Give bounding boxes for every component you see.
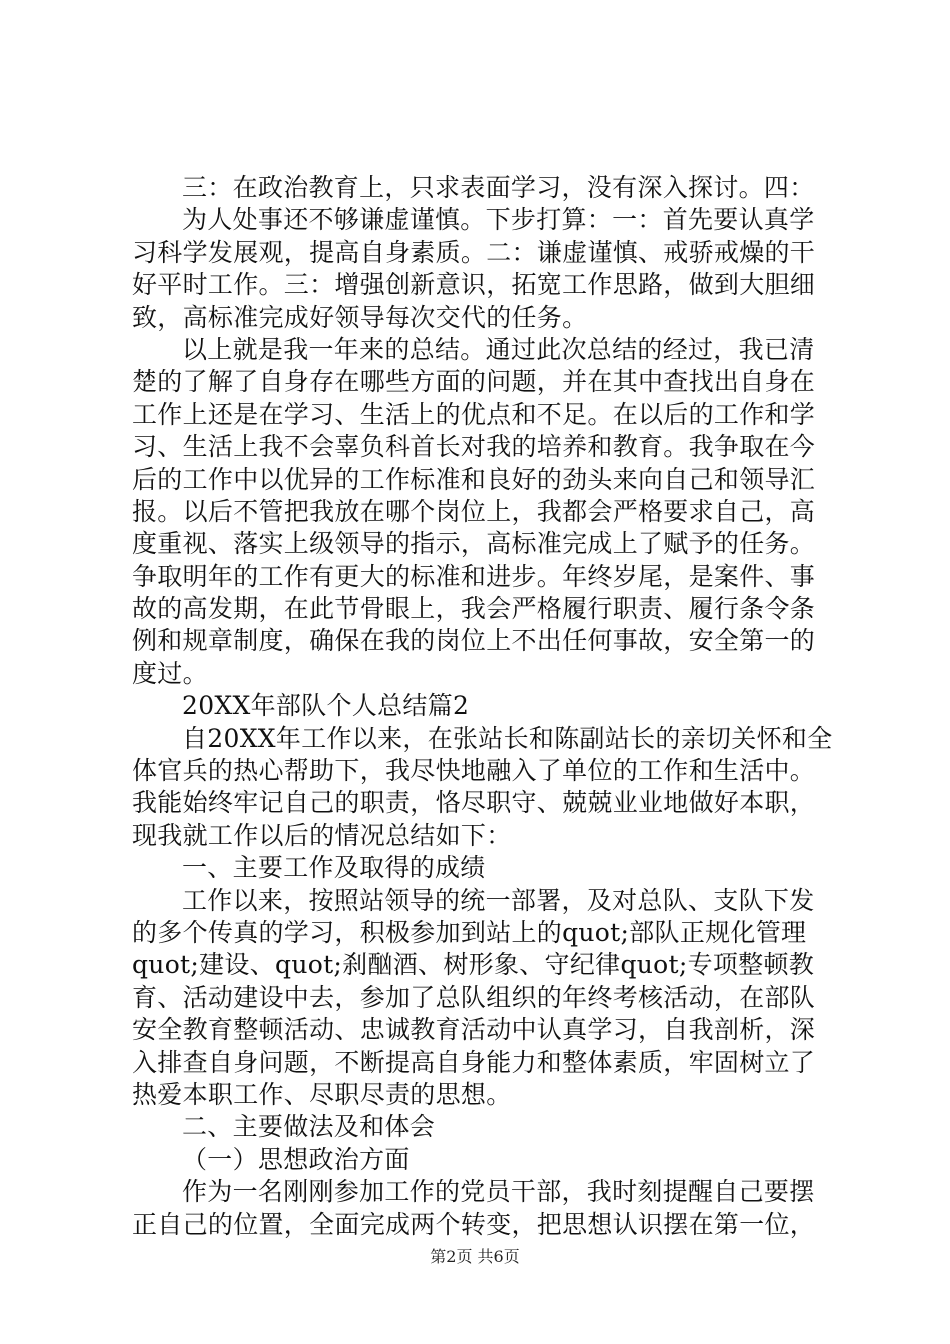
text-line: 好平时工作。三：增强创新意识，拓宽工作思路，做到大胆细 xyxy=(132,270,816,300)
text-line: quot;建设、quot;刹酗酒、树形象、守纪律quot;专项整顿教 xyxy=(132,950,815,980)
text-line: 楚的了解了自身存在哪些方面的问题，并在其中查找出自身在 xyxy=(132,367,816,397)
text-line: 工作上还是在学习、生活上的优点和不足。在以后的工作和学 xyxy=(132,399,816,429)
text-line: 的多个传真的学习，积极参加到站上的quot;部队正规化管理 xyxy=(132,917,807,947)
text-line: （一）思想政治方面 xyxy=(182,1144,410,1174)
text-line: 度重视、落实上级领导的指示，高标准完成上了赋予的任务。 xyxy=(132,529,816,559)
document-body xyxy=(132,172,832,1241)
text-line: 入排查自身问题，不断提高自身能力和整体素质，牢固树立了 xyxy=(132,1047,816,1077)
text-line: 习科学发展观，提高自身素质。二：谦虚谨慎、戒骄戒燥的干 xyxy=(132,237,816,267)
text-line: 我能始终牢记自己的职责，恪尽职守、兢兢业业地做好本职， xyxy=(132,788,816,818)
text-line: 作为一名刚刚参加工作的党员干部，我时刻提醒自己要摆 xyxy=(182,1177,815,1207)
page-footer: 第2页 共6页 xyxy=(430,1247,520,1266)
text-line: 度过。 xyxy=(132,658,208,688)
text-line: 以上就是我一年来的总结。通过此次总结的经过，我已清 xyxy=(182,334,815,364)
text-line: 体官兵的热心帮助下，我尽快地融入了单位的工作和生活中。 xyxy=(132,756,816,786)
text-line: 现我就工作以后的情况总结如下： xyxy=(132,820,512,850)
text-line: 正自己的位置，全面完成两个转变，把思想认识摆在第一位， xyxy=(132,1209,816,1239)
text-line: 后的工作中以优异的工作标准和良好的劲头来向自己和领导汇 xyxy=(132,464,816,494)
text-line: 二、主要做法及和体会 xyxy=(182,1112,436,1142)
text-line: 致，高标准完成好领导每次交代的任务。 xyxy=(132,302,588,332)
text-line: 自20XX年工作以来，在张站长和陈副站长的亲切关怀和全 xyxy=(182,723,833,753)
text-line: 故的高发期，在此节骨眼上，我会严格履行职责、履行条令条 xyxy=(132,594,816,624)
text-line: 育、活动建设中去，参加了总队组织的年终考核活动，在部队 xyxy=(132,982,816,1012)
text-line: 例和规章制度，确保在我的岗位上不出任何事故，安全第一的 xyxy=(132,626,816,656)
text-line: 20XX年部队个人总结篇2 xyxy=(182,691,470,721)
text-line: 为人处事还不够谦虚谨慎。下步打算：一：首先要认真学 xyxy=(182,205,815,235)
text-line: 热爱本职工作、尽职尽责的思想。 xyxy=(132,1079,512,1109)
text-line: 报。以后不管把我放在哪个岗位上，我都会严格要求自己，高 xyxy=(132,496,816,526)
text-line: 习、生活上我不会辜负科首长对我的培养和教育。我争取在今 xyxy=(132,432,816,462)
text-line: 工作以来，按照站领导的统一部署，及对总队、支队下发 xyxy=(182,885,815,915)
text-line: 安全教育整顿活动、忠诚教育活动中认真学习，自我剖析，深 xyxy=(132,1015,816,1045)
text-line: 一、主要工作及取得的成绩 xyxy=(182,853,486,883)
text-line: 三：在政治教育上，只求表面学习，没有深入探讨。四： xyxy=(182,173,815,202)
text-line: 争取明年的工作有更大的标准和进步。年终岁尾，是案件、事 xyxy=(132,561,816,591)
